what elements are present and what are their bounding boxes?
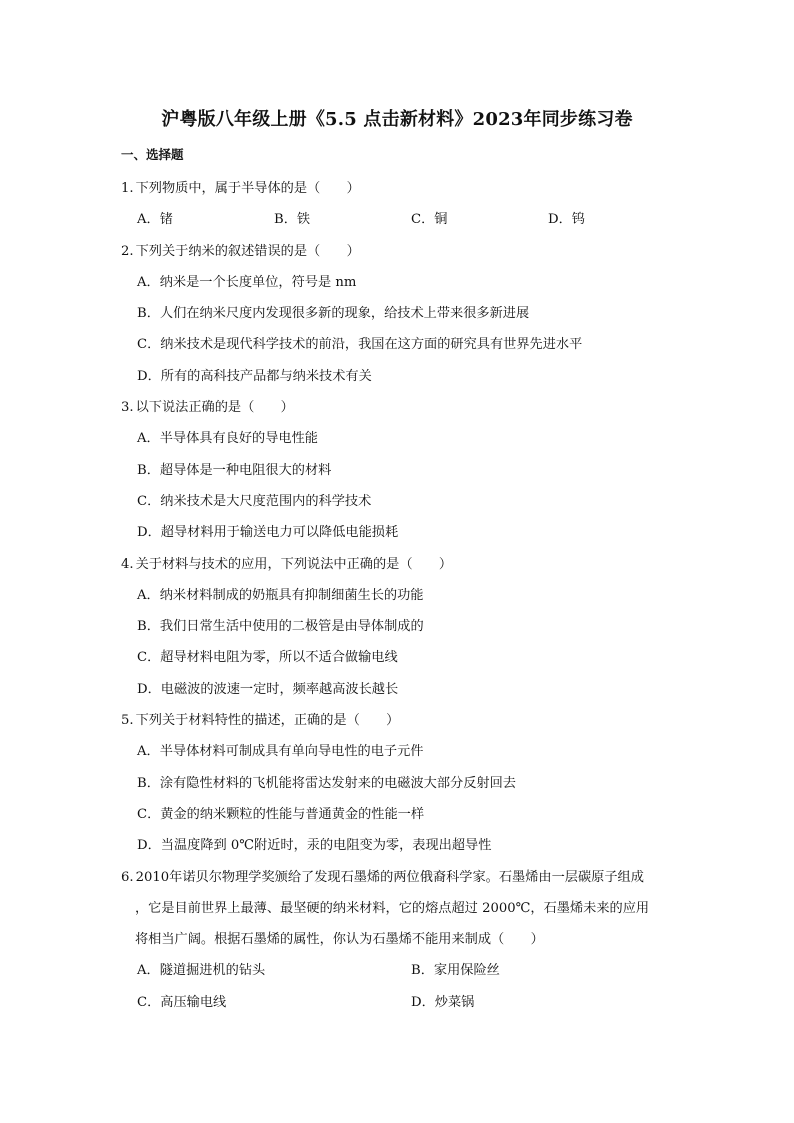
question-list	[121, 173, 691, 1018]
section-heading: 一、选择题	[121, 147, 184, 162]
question-stem	[121, 705, 691, 736]
question-6	[121, 862, 691, 1018]
question-text-line-1: 2010年诺贝尔物理学奖颁给了发现石墨烯的两位俄裔科学家。石墨烯由一层碳原子组成	[135, 869, 644, 885]
option-c[interactable]: C．铜	[411, 212, 448, 228]
option-row	[121, 955, 691, 986]
option-b[interactable]: B．超导体是一种电阻很大的材料	[137, 462, 332, 478]
question-number: 5.	[121, 713, 134, 729]
option-c[interactable]: C．超导材料电阻为零，所以不适合做输电线	[137, 650, 398, 666]
option-a[interactable]: A．隧道掘进机的钻头	[137, 963, 266, 979]
option-a[interactable]: A．锗	[137, 212, 173, 228]
question-number: 4.	[121, 556, 134, 572]
question-text-line-3: 将相当广阔。根据石墨烯的属性，你认为石墨烯不能用来制成（ ）	[135, 932, 544, 948]
option-c[interactable]: C．纳米技术是大尺度范围内的科学技术	[137, 493, 372, 509]
option-b[interactable]: B．涂有隐性材料的飞机能将雷达发射来的电磁波大部分反射回去	[137, 775, 516, 791]
question-stem	[121, 392, 691, 423]
question-text: 下列关于纳米的叙述错误的是（ ）	[135, 243, 360, 259]
option-d[interactable]: D．钨	[548, 212, 585, 228]
option-b[interactable]: B．家用保险丝	[411, 963, 500, 979]
option-d[interactable]: D．炒菜锅	[411, 994, 475, 1010]
question-stem	[121, 862, 691, 893]
question-5	[121, 705, 691, 861]
option-d[interactable]: D．电磁波的波速一定时，频率越高波长越长	[137, 681, 399, 697]
option-a[interactable]: A．半导体具有良好的导电性能	[137, 431, 318, 447]
question-text-line-2: ，它是目前世界上最薄、最坚硬的纳米材料，它的熔点超过 2000℃，石墨烯未来的应用	[135, 900, 650, 916]
option-c[interactable]: C．纳米技术是现代科学技术的前沿，我国在这方面的研究具有世界先进水平	[137, 337, 583, 353]
option-row	[121, 987, 691, 1018]
question-stem	[121, 173, 691, 204]
question-number: 2.	[121, 243, 134, 259]
option-b[interactable]: B．我们日常生活中使用的二极管是由导体制成的	[137, 619, 424, 635]
question-text: 关于材料与技术的应用，下列说法中正确的是（ ）	[135, 556, 453, 572]
option-b[interactable]: B．铁	[274, 212, 311, 228]
question-3	[121, 392, 691, 548]
option-d[interactable]: D．当温度降到 0℃附近时，汞的电阻变为零，表现出超导性	[137, 838, 492, 854]
question-4	[121, 549, 691, 705]
question-number: 1.	[121, 181, 134, 196]
option-row	[121, 204, 691, 235]
option-a[interactable]: A．纳米是一个长度单位，符号是 nm	[137, 274, 357, 290]
page-title: 沪粤版八年级上册《5.5 点击新材料》2023年同步练习卷	[161, 109, 633, 130]
question-1	[121, 173, 691, 236]
option-a[interactable]: A．半导体材料可制成具有单向导电性的电子元件	[137, 744, 424, 760]
option-c[interactable]: C．高压输电线	[137, 994, 227, 1010]
question-text: 以下说法正确的是（ ）	[135, 400, 294, 416]
question-stem	[121, 236, 691, 267]
question-number: 6.	[121, 869, 134, 885]
option-d[interactable]: D．超导材料用于输送电力可以降低电能损耗	[137, 525, 399, 541]
option-d[interactable]: D．所有的高科技产品都与纳米技术有关	[137, 368, 372, 384]
question-2	[121, 236, 691, 392]
option-a[interactable]: A．纳米材料制成的奶瓶具有抑制细菌生长的功能	[137, 587, 424, 603]
option-b[interactable]: B．人们在纳米尺度内发现很多新的现象，给技术上带来很多新进展	[137, 306, 530, 322]
question-stem	[121, 549, 691, 580]
question-number: 3.	[121, 400, 134, 416]
question-text: 下列关于材料特性的描述，正确的是（ ）	[135, 713, 400, 729]
question-text: 下列物质中，属于半导体的是（ ）	[135, 181, 360, 196]
option-c[interactable]: C．黄金的纳米颗粒的性能与普通黄金的性能一样	[137, 806, 425, 822]
